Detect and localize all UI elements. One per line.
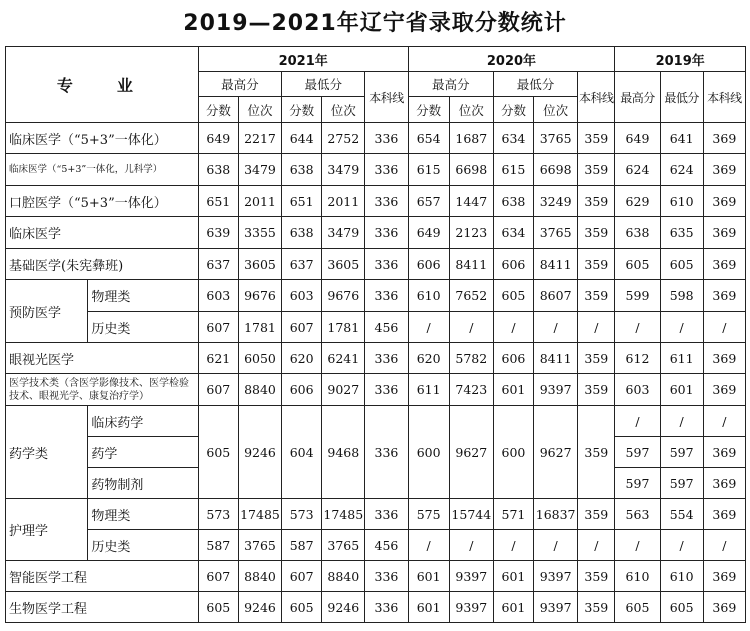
benke-line-header-2021: 本科线 <box>365 72 408 123</box>
value-cell: 607 <box>198 312 238 343</box>
value-cell: / <box>660 406 703 437</box>
value-cell: 6050 <box>238 343 281 374</box>
table-row <box>6 499 746 530</box>
value-cell: 336 <box>365 374 408 406</box>
value-cell: 369 <box>703 123 745 154</box>
value-cell: 587 <box>198 530 238 561</box>
value-cell: 644 <box>282 123 322 154</box>
rank-header: 位次 <box>534 97 578 123</box>
value-cell: 605 <box>615 249 660 280</box>
sub-category: 药学 <box>88 437 198 468</box>
value-cell: 369 <box>703 280 745 312</box>
value-cell: / <box>408 530 449 561</box>
value-cell: 336 <box>365 406 408 499</box>
table-row <box>6 530 746 561</box>
value-cell: 336 <box>365 592 408 623</box>
value-cell: 9246 <box>238 592 281 623</box>
value-cell: 607 <box>198 561 238 592</box>
value-cell: 8411 <box>534 249 578 280</box>
major-name: 眼视光医学 <box>6 343 199 374</box>
value-cell: 635 <box>660 217 703 249</box>
value-cell: 610 <box>660 561 703 592</box>
value-cell: 1687 <box>449 123 493 154</box>
major-name: 医学技术类（含医学影像技术、医学检验技术、眼视光学、康复治疗学） <box>6 374 199 406</box>
sub-category: 临床药学 <box>88 406 198 437</box>
value-cell: 638 <box>615 217 660 249</box>
value-cell: 9397 <box>449 561 493 592</box>
value-cell: 3605 <box>238 249 281 280</box>
value-cell: / <box>534 530 578 561</box>
value-cell: 3765 <box>534 123 578 154</box>
value-cell: 359 <box>578 592 615 623</box>
value-cell: / <box>493 312 533 343</box>
value-cell: / <box>449 530 493 561</box>
value-cell: 369 <box>703 374 745 406</box>
value-cell: 2217 <box>238 123 281 154</box>
value-cell: 336 <box>365 280 408 312</box>
value-cell: 601 <box>493 561 533 592</box>
table-row <box>6 249 746 280</box>
value-cell: 2011 <box>238 186 281 217</box>
value-cell: 3765 <box>238 530 281 561</box>
value-cell: / <box>534 312 578 343</box>
value-cell: 606 <box>493 249 533 280</box>
value-cell: / <box>703 312 745 343</box>
value-cell: / <box>703 530 745 561</box>
value-cell: 17485 <box>322 499 365 530</box>
value-cell: 2752 <box>322 123 365 154</box>
value-cell: 9397 <box>534 561 578 592</box>
value-cell: 610 <box>615 561 660 592</box>
value-cell: 3765 <box>534 217 578 249</box>
min-score-header-2021: 最低分 <box>282 72 365 97</box>
value-cell: 9627 <box>449 406 493 499</box>
value-cell: 624 <box>615 154 660 186</box>
value-cell: 600 <box>493 406 533 499</box>
value-cell: 611 <box>408 374 449 406</box>
rank-header: 位次 <box>322 97 365 123</box>
table-row <box>6 186 746 217</box>
value-cell: 6698 <box>534 154 578 186</box>
value-cell: 16837 <box>534 499 578 530</box>
value-cell: 8840 <box>238 561 281 592</box>
value-cell: 597 <box>660 468 703 499</box>
value-cell: 638 <box>493 186 533 217</box>
table-row <box>6 343 746 374</box>
value-cell: / <box>615 312 660 343</box>
value-cell: 369 <box>703 154 745 186</box>
value-cell: 601 <box>660 374 703 406</box>
value-cell: 601 <box>493 592 533 623</box>
value-cell: 649 <box>408 217 449 249</box>
value-cell: 15744 <box>449 499 493 530</box>
value-cell: 615 <box>408 154 449 186</box>
table-row <box>6 312 746 343</box>
major-name: 临床医学（“5+3”一体化） <box>6 123 199 154</box>
value-cell: 605 <box>615 592 660 623</box>
value-cell: 9397 <box>449 592 493 623</box>
value-cell: 605 <box>660 592 703 623</box>
table-row <box>6 280 746 312</box>
value-cell: 9397 <box>534 374 578 406</box>
value-cell: / <box>449 312 493 343</box>
value-cell: / <box>615 530 660 561</box>
value-cell: / <box>660 530 703 561</box>
value-cell: 649 <box>198 123 238 154</box>
value-cell: 7423 <box>449 374 493 406</box>
value-cell: 9676 <box>322 280 365 312</box>
value-cell: 9246 <box>238 406 281 499</box>
value-cell: 336 <box>365 343 408 374</box>
value-cell: 456 <box>365 530 408 561</box>
value-cell: 651 <box>282 186 322 217</box>
value-cell: 657 <box>408 186 449 217</box>
value-cell: 369 <box>703 592 745 623</box>
value-cell: 603 <box>198 280 238 312</box>
value-cell: 606 <box>282 374 322 406</box>
max-score-header-2019: 最高分 <box>615 72 660 123</box>
value-cell: 620 <box>282 343 322 374</box>
value-cell: 6241 <box>322 343 365 374</box>
value-cell: 634 <box>493 217 533 249</box>
value-cell: 598 <box>660 280 703 312</box>
major-name: 临床医学 <box>6 217 199 249</box>
value-cell: 359 <box>578 374 615 406</box>
value-cell: 3479 <box>322 217 365 249</box>
value-cell: 2123 <box>449 217 493 249</box>
value-cell: 575 <box>408 499 449 530</box>
major-name: 生物医学工程 <box>6 592 199 623</box>
value-cell: 597 <box>615 437 660 468</box>
major-group-name: 药学类 <box>6 406 88 499</box>
value-cell: 638 <box>282 217 322 249</box>
value-cell: 9397 <box>534 592 578 623</box>
value-cell: 637 <box>282 249 322 280</box>
value-cell: 9027 <box>322 374 365 406</box>
max-score-header-2021: 最高分 <box>198 72 281 97</box>
value-cell: / <box>578 530 615 561</box>
value-cell: 649 <box>615 123 660 154</box>
value-cell: 369 <box>703 437 745 468</box>
table-row <box>6 123 746 154</box>
table-row <box>6 217 746 249</box>
value-cell: 607 <box>282 561 322 592</box>
value-cell: 1781 <box>238 312 281 343</box>
benke-line-header-2020: 本科线 <box>578 72 615 123</box>
value-cell: 8411 <box>534 343 578 374</box>
value-cell: 605 <box>493 280 533 312</box>
value-cell: 17485 <box>238 499 281 530</box>
value-cell: 573 <box>282 499 322 530</box>
value-cell: 369 <box>703 249 745 280</box>
value-cell: 359 <box>578 123 615 154</box>
value-cell: 603 <box>282 280 322 312</box>
value-cell: 336 <box>365 154 408 186</box>
value-cell: 638 <box>282 154 322 186</box>
value-cell: 3479 <box>238 154 281 186</box>
value-cell: 1781 <box>322 312 365 343</box>
value-cell: 7652 <box>449 280 493 312</box>
value-cell: 359 <box>578 280 615 312</box>
sub-category: 物理类 <box>88 280 198 312</box>
value-cell: 610 <box>660 186 703 217</box>
max-score-header-2020: 最高分 <box>408 72 493 97</box>
value-cell: 359 <box>578 154 615 186</box>
value-cell: 369 <box>703 561 745 592</box>
value-cell: 620 <box>408 343 449 374</box>
value-cell: 369 <box>703 343 745 374</box>
value-cell: 573 <box>198 499 238 530</box>
min-score-header-2020: 最低分 <box>493 72 577 97</box>
value-cell: 601 <box>408 592 449 623</box>
value-cell: / <box>615 406 660 437</box>
value-cell: 9676 <box>238 280 281 312</box>
value-cell: / <box>408 312 449 343</box>
value-cell: 8411 <box>449 249 493 280</box>
value-cell: 611 <box>660 343 703 374</box>
value-cell: 336 <box>365 561 408 592</box>
value-cell: 605 <box>198 592 238 623</box>
value-cell: 601 <box>493 374 533 406</box>
value-cell: 336 <box>365 186 408 217</box>
sub-category: 物理类 <box>88 499 198 530</box>
year-header-2020: 2020年 <box>408 47 615 72</box>
value-cell: 369 <box>703 217 745 249</box>
value-cell: 8840 <box>238 374 281 406</box>
value-cell: 336 <box>365 499 408 530</box>
value-cell: 359 <box>578 186 615 217</box>
value-cell: 359 <box>578 217 615 249</box>
page-title: 2019—2021年辽宁省录取分数统计 <box>183 11 567 36</box>
value-cell: 605 <box>282 592 322 623</box>
table-row <box>6 374 746 406</box>
value-cell: 606 <box>408 249 449 280</box>
value-cell: 554 <box>660 499 703 530</box>
value-cell: 638 <box>198 154 238 186</box>
value-cell: 5782 <box>449 343 493 374</box>
value-cell: 634 <box>493 123 533 154</box>
major-group-name: 预防医学 <box>6 280 88 343</box>
value-cell: 606 <box>493 343 533 374</box>
rank-header: 位次 <box>238 97 281 123</box>
value-cell: 336 <box>365 249 408 280</box>
value-cell: 597 <box>615 468 660 499</box>
year-header-2021: 2021年 <box>198 47 408 72</box>
table-row <box>6 154 746 186</box>
major-name: 口腔医学（“5+3”一体化） <box>6 186 199 217</box>
value-cell: 624 <box>660 154 703 186</box>
value-cell: 2011 <box>322 186 365 217</box>
value-cell: 3605 <box>322 249 365 280</box>
value-cell: 6698 <box>449 154 493 186</box>
value-cell: 610 <box>408 280 449 312</box>
value-cell: 336 <box>365 123 408 154</box>
value-cell: 9246 <box>322 592 365 623</box>
value-cell: 621 <box>198 343 238 374</box>
value-cell: 369 <box>703 186 745 217</box>
major-header: 专 业 <box>6 47 199 123</box>
major-name: 基础医学(朱宪彝班) <box>6 249 199 280</box>
value-cell: 369 <box>703 468 745 499</box>
value-cell: 369 <box>703 499 745 530</box>
value-cell: 359 <box>578 343 615 374</box>
table-row <box>6 592 746 623</box>
value-cell: 599 <box>615 280 660 312</box>
score-header: 分数 <box>198 97 238 123</box>
table-row <box>6 406 746 437</box>
value-cell: 597 <box>660 437 703 468</box>
value-cell: 603 <box>615 374 660 406</box>
value-cell: 456 <box>365 312 408 343</box>
sub-category: 药物制剂 <box>88 468 198 499</box>
value-cell: 605 <box>660 249 703 280</box>
value-cell: 637 <box>198 249 238 280</box>
value-cell: 601 <box>408 561 449 592</box>
value-cell: 336 <box>365 217 408 249</box>
score-header: 分数 <box>282 97 322 123</box>
value-cell: 563 <box>615 499 660 530</box>
value-cell: 359 <box>578 561 615 592</box>
score-header: 分数 <box>408 97 449 123</box>
value-cell: 3765 <box>322 530 365 561</box>
value-cell: 359 <box>578 249 615 280</box>
value-cell: 639 <box>198 217 238 249</box>
value-cell: / <box>660 312 703 343</box>
value-cell: 629 <box>615 186 660 217</box>
sub-category: 历史类 <box>88 312 198 343</box>
value-cell: / <box>493 530 533 561</box>
value-cell: 615 <box>493 154 533 186</box>
value-cell: 3249 <box>534 186 578 217</box>
score-header: 分数 <box>493 97 533 123</box>
value-cell: 604 <box>282 406 322 499</box>
value-cell: 651 <box>198 186 238 217</box>
major-name: 临床医学（“5+3”一体化，儿科学） <box>6 154 199 186</box>
value-cell: 607 <box>282 312 322 343</box>
table-row <box>6 561 746 592</box>
value-cell: 8840 <box>322 561 365 592</box>
value-cell: 9468 <box>322 406 365 499</box>
major-group-name: 护理学 <box>6 499 88 561</box>
major-name: 智能医学工程 <box>6 561 199 592</box>
value-cell: 654 <box>408 123 449 154</box>
benke-line-header-2019: 本科线 <box>703 72 745 123</box>
value-cell: 9627 <box>534 406 578 499</box>
value-cell: 3355 <box>238 217 281 249</box>
value-cell: / <box>578 312 615 343</box>
value-cell: 605 <box>198 406 238 499</box>
value-cell: 641 <box>660 123 703 154</box>
year-header-2019: 2019年 <box>615 47 746 72</box>
admission-score-table <box>5 46 746 623</box>
value-cell: 607 <box>198 374 238 406</box>
value-cell: 3479 <box>322 154 365 186</box>
value-cell: 571 <box>493 499 533 530</box>
value-cell: 600 <box>408 406 449 499</box>
value-cell: 8607 <box>534 280 578 312</box>
value-cell: 612 <box>615 343 660 374</box>
value-cell: 587 <box>282 530 322 561</box>
value-cell: 359 <box>578 499 615 530</box>
rank-header: 位次 <box>449 97 493 123</box>
value-cell: 359 <box>578 406 615 499</box>
sub-category: 历史类 <box>88 530 198 561</box>
value-cell: / <box>703 406 745 437</box>
value-cell: 1447 <box>449 186 493 217</box>
min-score-header-2019: 最低分 <box>660 72 703 123</box>
